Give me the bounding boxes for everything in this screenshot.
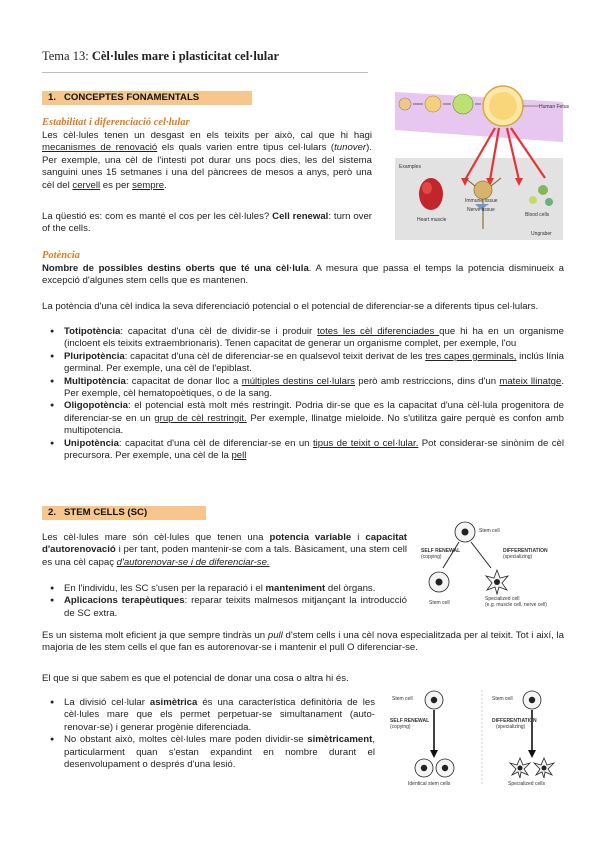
fig3-stem-a-label: Stem cell (392, 696, 413, 702)
figure-division-modes-svg (388, 688, 573, 788)
paragraph-potencial: El que si que sabem es que el potencial de donar una cosa o altra hi és. (42, 673, 349, 684)
list-item-multipotencia: ● Multipotència: capacitat de donar lloc a múltiples destins cel·lulars però amb restriccions, dins d'un mateix llinatge. Per exemple, cèl hematopoètiques, o de la sang. (42, 376, 564, 401)
section-heading-2: 2. STEM CELLS (SC) (42, 506, 206, 520)
fig3-stem-b-label: Stem cell (492, 696, 513, 702)
figure-stem-cell-fate-svg (415, 520, 575, 612)
page-title: Tema 13: Cèl·lules mare i plasticitat cel·lular (42, 49, 280, 63)
fig3-specialized-label: Specialized cells (508, 781, 545, 787)
fig2-specialized-example: (e.g. muscle cell, nerve cell) (485, 602, 547, 608)
fig3-copying-label: (copying) (390, 724, 411, 730)
figure-totipotency-svg (395, 82, 570, 240)
list-item-manteniment: ● En l'individu, les SC s'usen per la reparació i el manteniment del òrgans. (42, 583, 407, 595)
fig3-differentiation-label: DIFFERENTIATION (492, 718, 537, 724)
list-item-unipotencia: ● Unipotència: capacitat d'una cèl de diferenciar-se en un tipus de teixit o cel·lular. Pot considerar-se sinònim de cèl precursora. Per exemple, una cèl de la pell (42, 438, 564, 463)
paragraph-stem-cells-def: Les cèl·lules mare són cèl·lules que tenen una potencia variable i capacitat d'autorenovació i per tant, poden mantenir-se com a tals. Bàsicament, una stem cell es una cèl capaç d'autorenovar-se i de diferenciar-se. (42, 532, 407, 568)
fig1-immune-label: Immune tissue (465, 198, 498, 204)
subheading-estabilitat: Estabilitat i diferenciació cel·lular (42, 117, 190, 128)
figure-division-modes (388, 688, 573, 788)
fig2-out-stem-label: Stem cell (429, 600, 450, 606)
fig2-self-renewal-label: SELF RENEWAL (421, 548, 461, 554)
fig3-specializing-label: (specializing) (496, 724, 526, 730)
division-list (42, 697, 375, 771)
fig1-heart-label: Heart muscle (417, 217, 447, 223)
fig1-fetus-label: Human Fetus (539, 104, 570, 110)
figure-stem-cell-fate (415, 520, 575, 612)
fig3-identical-label: Identical stem cells (408, 781, 451, 787)
figure-totipotency (395, 82, 570, 240)
title-divider (42, 72, 368, 73)
potency-list (42, 326, 564, 462)
fig1-blood-label: Blood cells (525, 212, 550, 218)
list-item-pluripotencia: ● Pluripotència: capacitat d'una cèl de diferenciar-se en qualsevol teixit derivat de les tres capes germinals, inclús línia germinal. Per exemple, una cèl de l'epiblast. (42, 351, 564, 376)
paragraph-potencia-def: Nombre de possibles destins oberts que té una cèl·lula. A mesura que passa el temps la potencia disminueix a excepció d'algunes stem cells que es mantenen. (42, 263, 564, 287)
list-item-aplicacions: ● Aplicacions terapèutiques: reparar teixits malmesos mitjançant la introducció de SC extra. (42, 595, 407, 620)
paragraph-renovacio: Les cèl·lules tenen un desgast en els teixits per això, cal que hi hagi mecanismes de renovació els quals varien entre tipus cel·lulars (tunover). Per exemple, una cèl de l'intesti pot durar uns pocs dies, les del sistema sanguini unes 15 setmanes i una del pàncrees de mesos a anys, però una cèl del cervell es per sempre. (42, 130, 372, 191)
fig1-credit: Ungraber (531, 231, 552, 237)
fig1-examples-label: Examples (399, 164, 421, 170)
fig2-specialized-label: Specialized cell (485, 596, 520, 602)
list-item-simetrica: ● No obstant això, moltes cèl·lules mare poden dividir-se simètricament, particularment quan s'estan expandint en nombre durant el desenvolupament o després d'una lesió. (42, 734, 375, 771)
section-heading-1: 1. CONCEPTES FONAMENTALS (42, 91, 252, 105)
stem-cell-uses-list (42, 583, 407, 620)
fig3-self-renewal-label: SELF RENEWAL (390, 718, 430, 724)
fig2-specializing-label: (specializing) (503, 554, 533, 560)
fig2-stem-label: Stem cell (479, 528, 500, 534)
list-item-oligopotencia: ● Oligopotència: el potencial està molt més restringit. Podria dir-se que es la capacitat d'una cèl·lula progenitora de diferenciar-se en un grup de cèl restringit. Per exemple, llinatge mieloide. No s'utilitza gaire perquè es confon amb multipotencia. (42, 400, 564, 437)
fig2-copying-label: (copying) (421, 554, 442, 560)
paragraph-cell-renewal: La qüestió es: com es manté el cos per les cèl·lules? Cell renewal: turn over of the cells. (42, 211, 372, 235)
fig1-nerve-label: Nerve tissue (467, 207, 495, 213)
subheading-potencia: Potència (42, 250, 80, 261)
paragraph-potencia-diferenciacio: La potència d'una cèl indica la seva diferenciació potencial o el potencial de diferenciar-se a diferents tipus cel·lulars. (42, 301, 539, 312)
fig2-differentiation-label: DIFFERENTIATION (503, 548, 548, 554)
list-item-asimetrica: ● La divisió cel·lular asimètrica és una característica definitòria de les cèl·lules mare que els permet perpetuar-se simultanament (auto-renovar-se) i generar progènie diferenciada. (42, 697, 375, 734)
list-item-totipotencia: ● Totipotència: capacitat d'una cèl de dividir-se i produir totes les cèl diferenciades que hi ha en un organisme (incloent els teixits extraembrionaris). Tenen capacitat de generar un organisme complet, per exemple, l'ou (42, 326, 564, 351)
paragraph-pull: Es un sistema molt eficient ja que sempre tindràs un pull d'stem cells i una cèl nova especialitzada per al teixit. Tot i així, la majoria de les stem cells el que fan es autorenovar-se i mantenir el pull O diferenciar-se. (42, 630, 565, 654)
